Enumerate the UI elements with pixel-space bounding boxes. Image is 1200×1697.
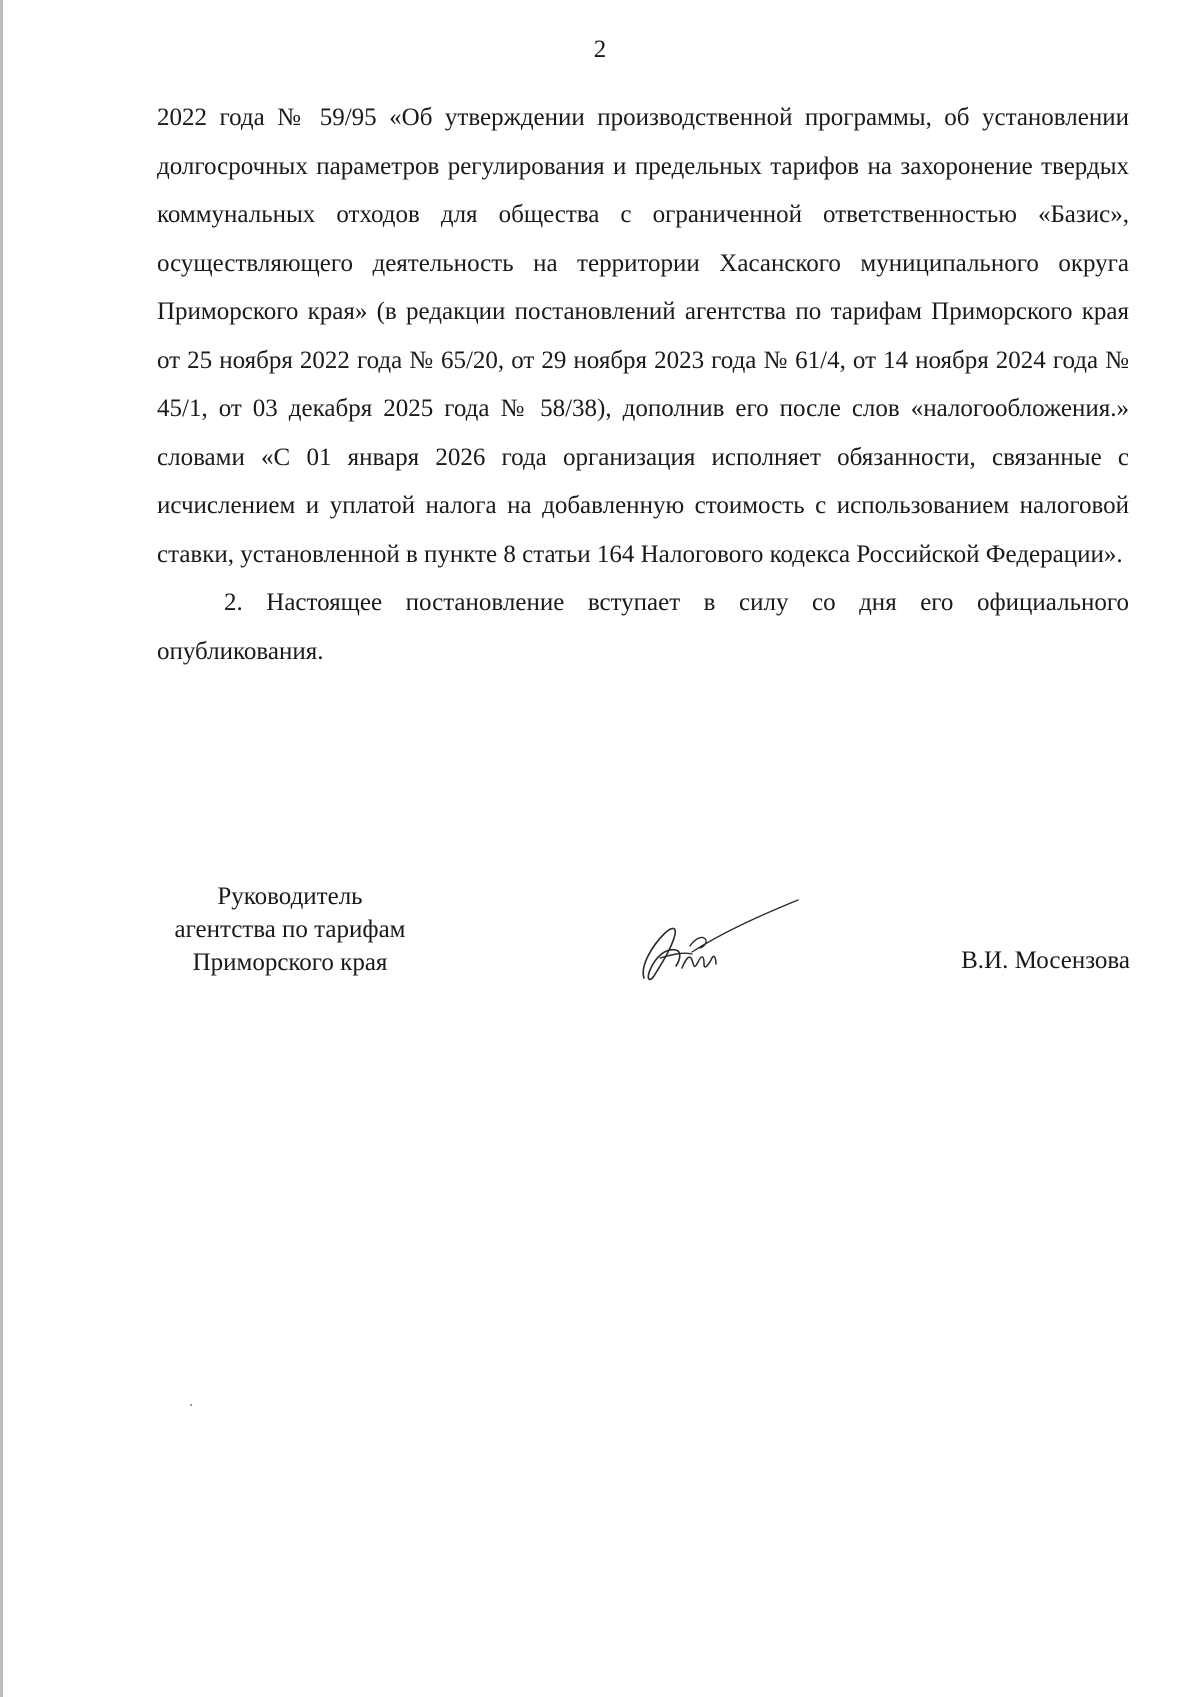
page-number: 2	[593, 36, 607, 63]
paragraph-2: 2. Настоящее постановление вступает в силу со дня его официального опубликования.	[157, 589, 1129, 665]
position-line-3: Приморского края	[192, 949, 388, 976]
signatory-position	[140, 880, 440, 979]
position-line-2: агентства по тарифам	[174, 916, 406, 943]
position-line-1: Руководитель	[217, 883, 363, 910]
signer-name: В.И. Мосензова	[961, 947, 1130, 974]
handwritten-signature	[630, 896, 800, 986]
scan-speck	[190, 1404, 192, 1406]
scan-edge	[0, 0, 3, 1697]
paragraph-continuation: 2022 года № 59/95 «Об утверждении производственной программы, об установлении долгосрочных параметров регулирования и предельных тарифов на захоронение твердых коммунальных отходов для общества с ограниченной ответственностью «Базис», осуществляющего деятельность на территории Хасанского муниципального округа Приморского края» (в редакции постановлений агентства по тарифам Приморского края от 25 ноября 2022 года № 65/20, от 29 ноября 2023 года № 61/4, от 14 ноября 2024 года № 45/1, от 03 декабря 2025 года № 58/38), дополнив его после слов «налогообложения.» словами «С 01 января 2026 года организация исполняет обязанности, связанные с исчислением и уплатой налога на добавленную стоимость с использованием налоговой ставки, установленной в пункте 8 статьи 164 Налогового кодекса Российской Федерации».	[157, 104, 1129, 568]
document-body	[157, 94, 1129, 676]
